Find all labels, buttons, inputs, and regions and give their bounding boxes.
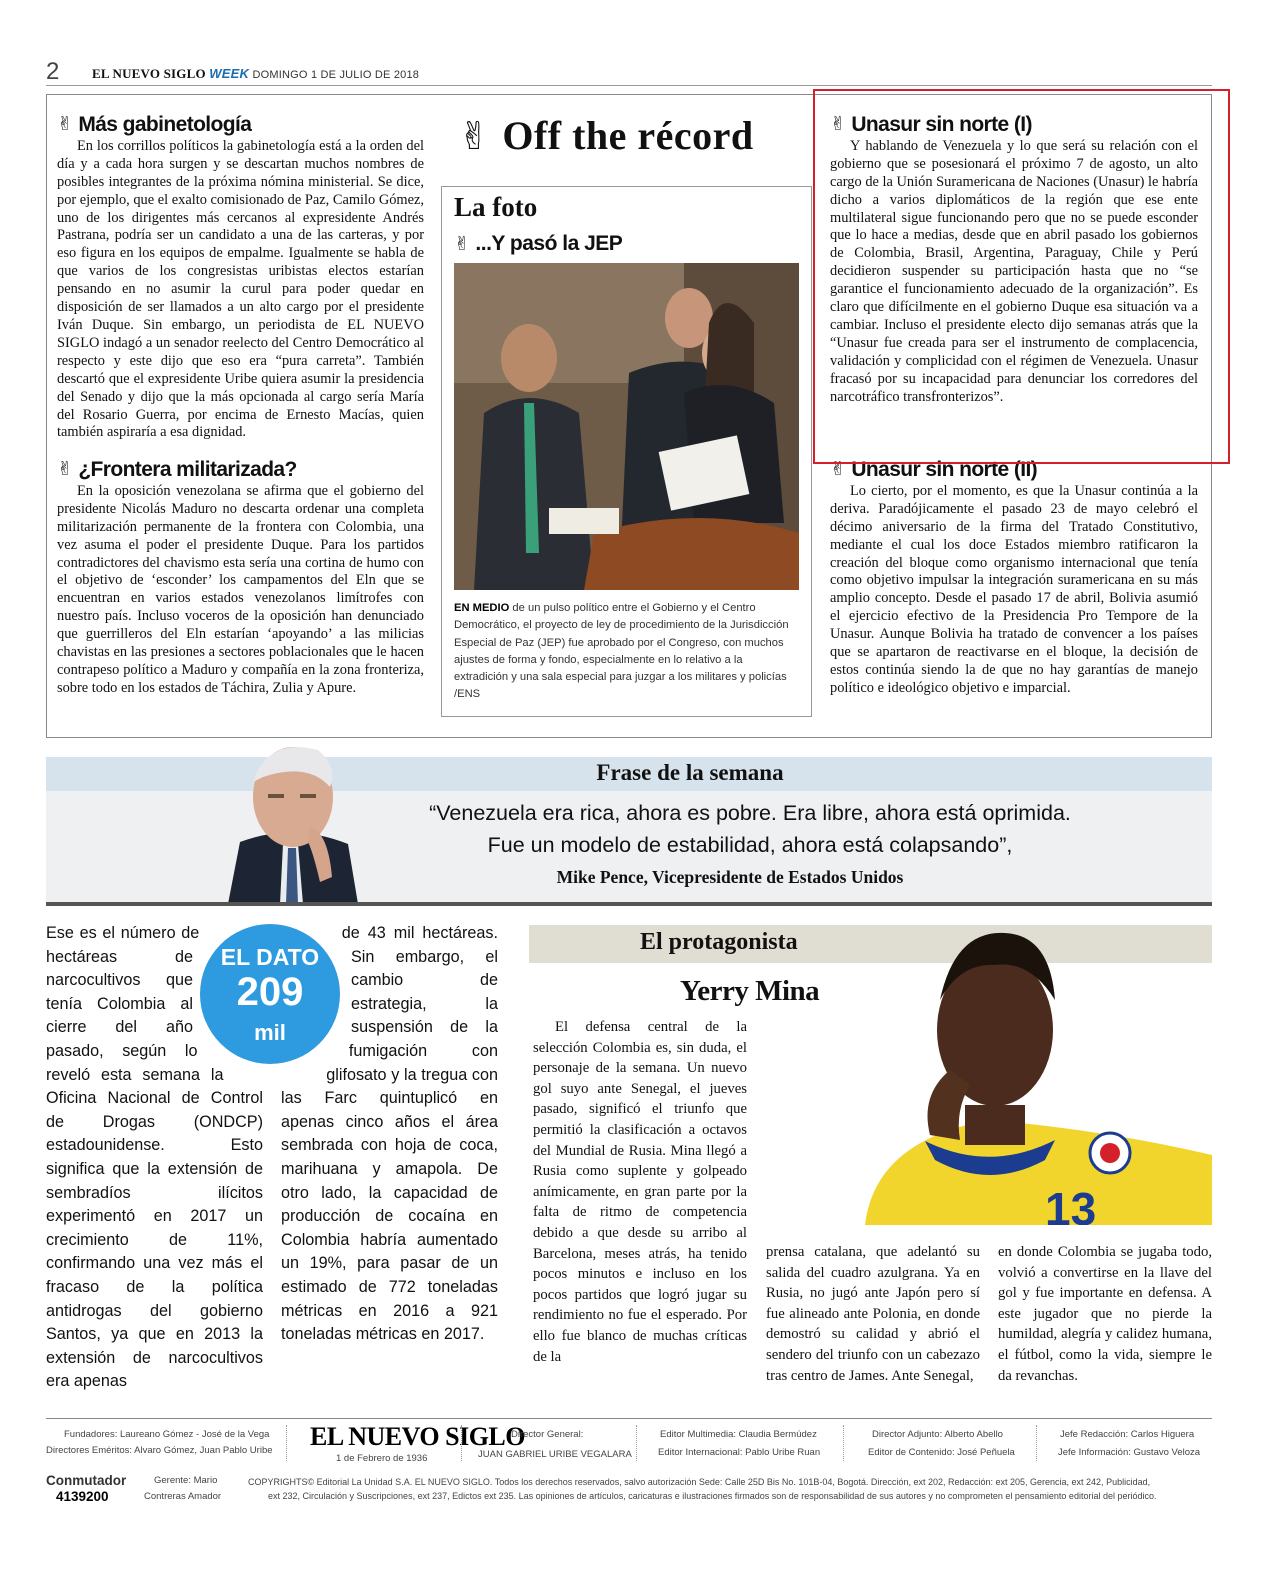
editor-internacional: Editor Internacional: Pablo Uribe Ruan [658,1447,821,1458]
peace-hand-icon: ✌ [458,113,491,158]
protagonista-text: prensa catalana, que adelantó su salida del cuadro azulgrana. Ya en Rusia, no jugó ante Japón pero sí fue alineado ante Polonia, en donde demostró su calidad y abrió el sendero del triunfo con un cabezazo tras centro de James. Ante Senegal, [766,1244,980,1384]
caption-text: de un pulso político entre el Gobierno y el Centro Democrático, el proyecto de ley de procedimiento de la Jurisdicción Especial de Paz (JEP) fue aprobado por el Congreso, con muchos ajustes de forma y fondo, especialmente en lo relativo a la extradición y una sala especial para juzgar a los militares y policías /ENS [454,602,789,701]
article-body: Y hablando de Venezuela y lo que será su relación con el gobierno que se posesionará el próximo 7 de agosto, un alto cargo de la Unión Suramericana de Naciones (Unasur) le habría dicho a varios diplomáticos de la región que ese ente multilateral sigue funcionando pero que no se puede esconder que lo hace a medias, desde que en abril pasado los gobiernos de Colombia, Brasil, Argentina, Paraguay, Chile y Perú decidieron suspender su participación hasta que no “se garantice el funcionamiento adecuado de la organización”. Es claro que difícilmente en el gobierno Duque esa situación va a cambiar. Incluso el presidente electo dijo semanas atrás que la “Unasur fue creada para ser el instrumento de complacencia, validación y complicidad con el régimen de Venezuela. Unasur fracasó por su incapacidad para denunciar los corredores del narcotráfico transfronterizos”. [830,137,1198,405]
quote-line: Fue un modelo de estabilidad, ahora está colapsando”, [487,833,1013,857]
yerry-mina-photo [755,905,1212,1225]
dato-unit: mil [254,1020,286,1045]
issue-date: DOMINGO 1 DE JULIO DE 2018 [252,69,420,81]
el-dato-badge [200,924,340,1064]
page-footer [46,1418,1212,1522]
jersey-number: 13 [1045,1183,1097,1225]
director-adjunto: Director Adjunto: Alberto Abello [872,1429,1003,1440]
protagonista-column-3 [998,1242,1212,1386]
protagonista-text: El defensa central de la selección Colombia es, sin duda, el personaje de la semana. Un nuevo gol suyo ante Senegal, el jueves pasado, significó el triunfo que permitió la clasificación a octavos del Mundial de Rusia. Mina llegó a Rusia como suplente y golpeado anímicamente, en gran parte por la falta de ritmo de competencia debido a que desde su arribo al Barcelona, meses atrás, ha tenido pocos minutos e incluso en los pocos partidos que logró jugar su rendimiento no fue el esperado. Por ello fue blanco de muchas críticas de la [533,1019,747,1365]
edition-name: WEEK [209,66,250,81]
peace-hand-icon: ✌ [57,113,73,135]
page-header [46,58,1212,86]
article-body: En la oposición venezolana se afirma que el gobierno del presidente Nicolás Maduro no descarta ordenar una completa militarización permanente de la frontera con Colombia, una vez asuma el poder el presidente Duque. Para los partidos contradictores del chavismo esta sería una cortina de humo con el objetivo de ‘esconder’ los campamentos del Eln que se encuentran en varios estados venezolanos limítrofes con nuestro país. Incluso voceros de la oposición han denunciado que guerrilleros del Eln estarían ‘apoyando’ a las milicias chavistas en las presiones a sectores poblacionales que le hacen contrapeso político a Maduro y compañía en la zona fronteriza, sobre todo en los estados de Táchira, Zulia y Apure. [57,482,424,696]
protagonista-column-2 [766,1242,980,1386]
masthead [92,66,419,82]
editor-contenido: Editor de Contenido: José Peñuela [868,1447,1015,1458]
article-unasur-2 [830,458,1198,698]
protagonista-name: Yerry Mina [680,975,820,1007]
quote-line: “Venezuela era rica, ahora es pobre. Era libre, ahora está oprimida. [429,801,1071,825]
protagonista-text: en donde Colombia se jugaba todo, volvió a convertirse en la llave del gol y fue importante en defensa. A este jugador que no pierde la humildad, alegría y calidez humana, el fútbol, como la vida, siempre le da revanchas. [998,1244,1212,1384]
la-foto-title: La foto [454,192,538,222]
article-heading: ✌ ¿Frontera militarizada? [57,458,297,481]
section-title: ✌ Off the récord [458,113,754,158]
peace-hand-icon: ✌ [830,458,846,480]
jefe-informacion: Jefe Información: Gustavo Veloza [1058,1447,1201,1458]
peace-hand-icon: ✌ [830,113,846,135]
fundadores: Fundadores: Laureano Gómez - José de la Vega [64,1429,270,1440]
conmutador-label: Conmutador [46,1473,127,1488]
page-number: 2 [46,58,60,85]
caption-lead: EN MEDIO [454,602,510,614]
article-body: Lo cierto, por el momento, es que la Unasur continúa a la deriva. Paradójicamente el pasado 23 de mayo celebró el décimo aniversario de la firma del Tratado Constitutivo, mediante el cual los doce Estados miembro ratificaron la creación del bloque como organismo internacional que tenía como objetivo impulsar la integración suramericana en su más amplio concepto. Desde el pasado 17 de abril, Bolivia asumió el ejercicio efectivo de la Presidencia Pro Tempore de la Unasur. Aunque Bolivia ha tratado de convencer a los países que se apartaron de reactivarse en el bloque, la decisión de estos continúa siendo la de que no hay garantías de manejo político e ideológico objetivo e imparcial. [830,482,1198,696]
director-label: Director General: [511,1429,584,1440]
article-frontera [57,458,424,698]
article-heading: ✌ Unasur sin norte (I) [830,113,1032,136]
protagonista-column-1 [533,1017,747,1367]
editor-multimedia: Editor Multimedia: Claudia Bermúdez [660,1429,817,1440]
dato-text: de 43 mil hectáreas. Sin embargo, el cambio de estrategia, la suspensión de la fumigación con glifosato y la tregua con las Farc quintuplicó en apenas cinco años el área sembrada con hoja de coca, marihuana y amapola. De otro lado, la capacidad de producción de cocaína en Colombia habría aumentado un 19%, para pasar de un estimado de 772 toneladas métricas en 2016 a 921 toneladas métricas en 2017. [281,924,498,1344]
article-body: En los corrillos políticos la gabinetología está a la orden del día y a cada hora surgen y se descartan muchos nombres de posibles integrantes de la próxima nómina ministerial. Se dice, por ejemplo, que el exalto comisionado de Paz, Camilo Gómez, uno de los dirigentes más cercanos al expresidente Andrés Pastrana, podría ser un candidato a una de las carteras, y por eso figura en los equipos de empalme. Igualmente se habla de que varios de los congresistas uribistas electos estarían pensando en no asumir la curul para poder quedar en disposición de ser llamados a un alto cargo por el presidente Iván Duque. Sin embargo, un periodista de EL NUEVO SIGLO indagó a un senador reelecto del Centro Democrático al respecto y este dijo que eso era “pura carreta”. También descartó que el expresidente Uribe quiera asumir la presidencia del Senado y dijo que la más opcionada al cargo sería María del Rosario Guerra, por encima de Ernesto Macías, quien también aspiraría a esa dignidad. [57,137,424,441]
directores-emeritos: Directores Eméritos: Alvaro Gómez, Juan Pablo Uribe [46,1445,273,1456]
gerente: Gerente: Mario [154,1475,218,1486]
footer-logo: EL NUEVO SIGLO [310,1422,525,1451]
jep-congress-photo [454,263,799,590]
copyright-line-2: ext 232, Circulación y Suscripciones, ext 237, Edictos ext 235. Las opiniones de artículos, caricaturas e ilustraciones firmados son de responsabilidad de sus autores y no comprometen el pensamiento editorial del periódico. [268,1491,1157,1501]
frase-title: Frase de la semana [596,760,784,785]
article-heading: ✌ Unasur sin norte (II) [830,458,1038,481]
photo-caption [454,600,799,704]
dato-label: EL DATO [220,944,320,970]
frase-quote [360,797,1140,861]
dato-number: 209 [236,970,304,1014]
peace-hand-icon: ✌ [57,458,73,480]
gerente-name: Contreras Amador [144,1491,222,1502]
article-gabinetologia [57,113,424,442]
la-foto-subtitle: ✌ ...Y pasó la JEP [454,232,623,255]
footer-founded-date: 1 de Febrero de 1936 [336,1453,428,1464]
protagonista-title: El protagonista [640,929,798,955]
selection-highlight-box [813,89,1230,464]
jefe-redaccion: Jefe Redacción: Carlos Higuera [1060,1429,1195,1440]
copyright-line-1: COPYRIGHTS© Editorial La Unidad S.A. EL NUEVO SIGLO. Todos los derechos reservados, salvo autorización Sede: Calle 25D Bis No. 101B-04, Bogotá. Dirección, ext 202, Redacción: ext 205, Gerencia, ext 242, Publicidad, [248,1477,1151,1487]
director-name: JUAN GABRIEL URIBE VEGALARA [478,1449,632,1460]
peace-hand-icon: ✌ [454,233,470,255]
frase-author: Mike Pence, Vicepresidente de Estados Unidos [556,867,904,887]
conmutador-number: 4139200 [56,1489,109,1504]
article-heading: ✌ Más gabinetología [57,113,252,136]
dato-text: Ese es el número de hectáreas de narcocultivos que tenía Colombia al cierre del año pasado, según lo reveló esta semana la Oficina Nacional de Control de Drogas (ONDCP) estadounidense. Esto significa que la extensión de sembradíos ilícitos experimentó en 2017 un crecimiento de 11%, confirmando una vez más el fracaso de la política antidrogas del gobierno Santos, ya que en 2013 la extensión de narcocultivos era apenas [46,924,263,1391]
paper-name: EL NUEVO SIGLO [92,66,206,81]
mike-pence-photo [228,732,358,904]
